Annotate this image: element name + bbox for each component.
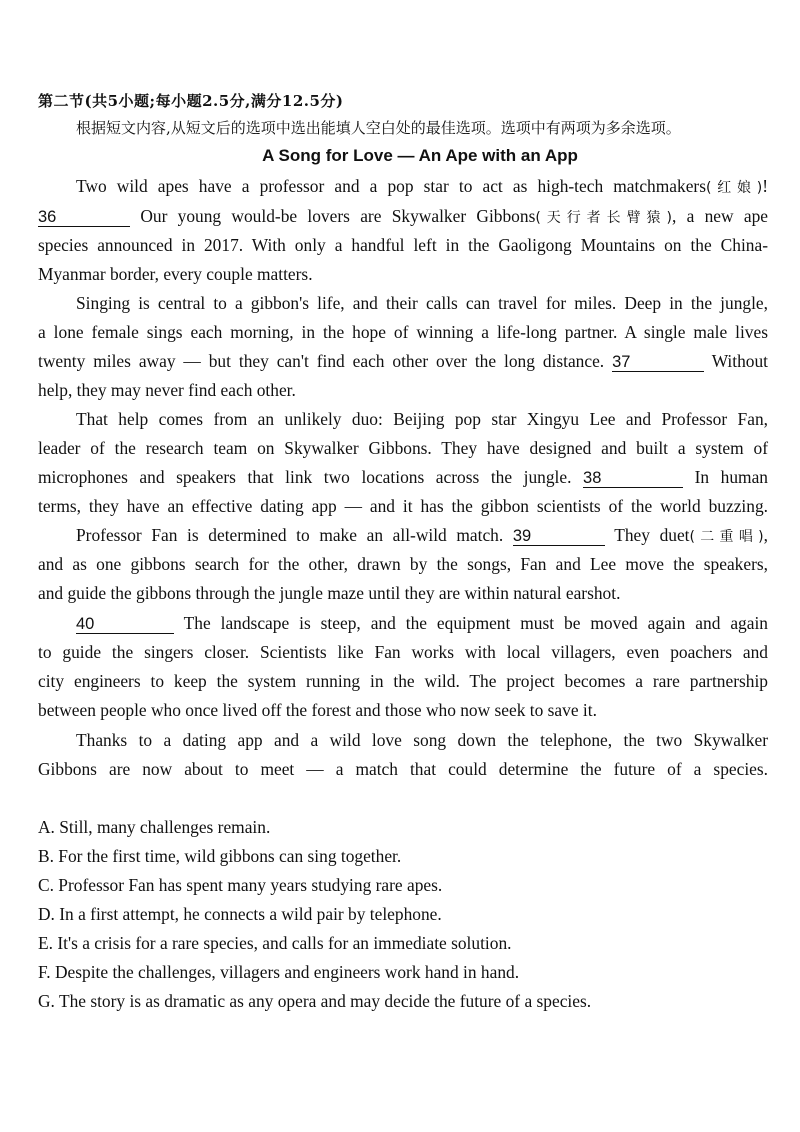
p2-line2: a lone female sings each morning, in the hope of winning a life-long partner. A single male lives [38,322,768,342]
instruction-text: 根据短文内容,从短文后的选项中选出能填人空白处的最佳选项。选项中有两项为多余选项。 [76,119,681,137]
text: , a new ape [671,206,769,226]
p6-line2: Gibbons are now about to meet — a match that could determine the future of a species. [38,759,768,779]
blank-39[interactable]: 39 [513,527,605,546]
text: Professor Fan is determined to make an all-wild match. [76,525,504,545]
option-g: G. The story is as dramatic as any opera and may decide the future of a species. [38,991,592,1011]
text: The landscape is steep, and the equipment must be moved again and again [183,613,768,633]
option-a: A. Still, many challenges remain. [38,817,271,837]
p4-line3: and guide the gibbons through the jungle maze until they are within natural earshot. [38,583,621,603]
text: Two wild apes have a professor and a pop star to act as high-tech matchmakers [76,176,706,196]
p6-line1: Thanks to a dating app and a wild love song down the telephone, the two Skywalker [76,730,768,750]
option-f: F. Despite the challenges, villagers and engineers work hand in hand. [38,962,520,982]
chinese-gloss: (二重唱) [689,529,764,545]
text: twenty miles away — but they can't find each other over the long distance. [38,351,605,371]
text: In human [694,467,768,487]
chinese-gloss: (红娘) [705,180,763,196]
p3-line1: That help comes from an unlikely duo: Beijing pop star Xingyu Lee and Professor Fan, [76,409,768,429]
blank-36[interactable]: 36 [38,208,130,227]
passage-title: A Song for Love — An Ape with an App [262,146,578,165]
p3-line4: terms, they have an effective dating app — and it has the gibbon scientists of the world buzzing. [38,496,768,516]
text: microphones and speakers that link two locations across the jungle. [38,467,572,487]
p5-line4: between people who once lived off the forest and those who now seek to save it. [38,700,597,720]
p1-line1 [76,176,768,198]
p1-line4: Myanmar border, every couple matters. [38,264,313,284]
p3-line3 [38,467,768,488]
option-d: D. In a first attempt, he connects a wild pair by telephone. [38,904,442,924]
chinese-gloss: (天行者长臂猿) [535,210,672,226]
option-c: C. Professor Fan has spent many years studying rare apes. [38,875,443,895]
option-e: E. It's a crisis for a rare species, and calls for an immediate solution. [38,933,512,953]
blank-37[interactable]: 37 [612,353,704,372]
p5-line1 [38,613,768,634]
text: Our young would-be lovers are Skywalker Gibbons [140,206,536,226]
p2-line4: help, they may never find each other. [38,380,296,400]
p4-line2: and as one gibbons search for the other, drawn by the songs, Fan and Lee move the speakers, [38,554,768,574]
text: ! [762,176,768,196]
blank-38[interactable]: 38 [583,469,683,488]
p3-line2: leader of the research team on Skywalker Gibbons. They have designed and built a system of [38,438,768,458]
option-b: B. For the first time, wild gibbons can sing together. [38,846,402,866]
section-header: 第二节(共5小题;每小题2.5分,满分12.5分) [38,92,344,110]
text: , [763,525,768,545]
p2-line3 [38,351,768,372]
p1-line3: species announced in 2017. With only a handful left in the Gaoligong Mountains on the China- [38,235,768,255]
text: Without [711,351,769,371]
p1-line2 [38,206,768,228]
p2-line1: Singing is central to a gibbon's life, and their calls can travel for miles. Deep in the jungle, [76,293,768,313]
p4-line1 [76,525,768,547]
text: They duet [614,525,690,545]
p5-line2: to guide the singers closer. Scientists like Fan works with local villagers, even poachers and [38,642,768,662]
blank-40[interactable]: 40 [76,615,174,634]
p5-line3: city engineers to keep the system running in the wild. The project becomes a rare partnership [38,671,768,691]
